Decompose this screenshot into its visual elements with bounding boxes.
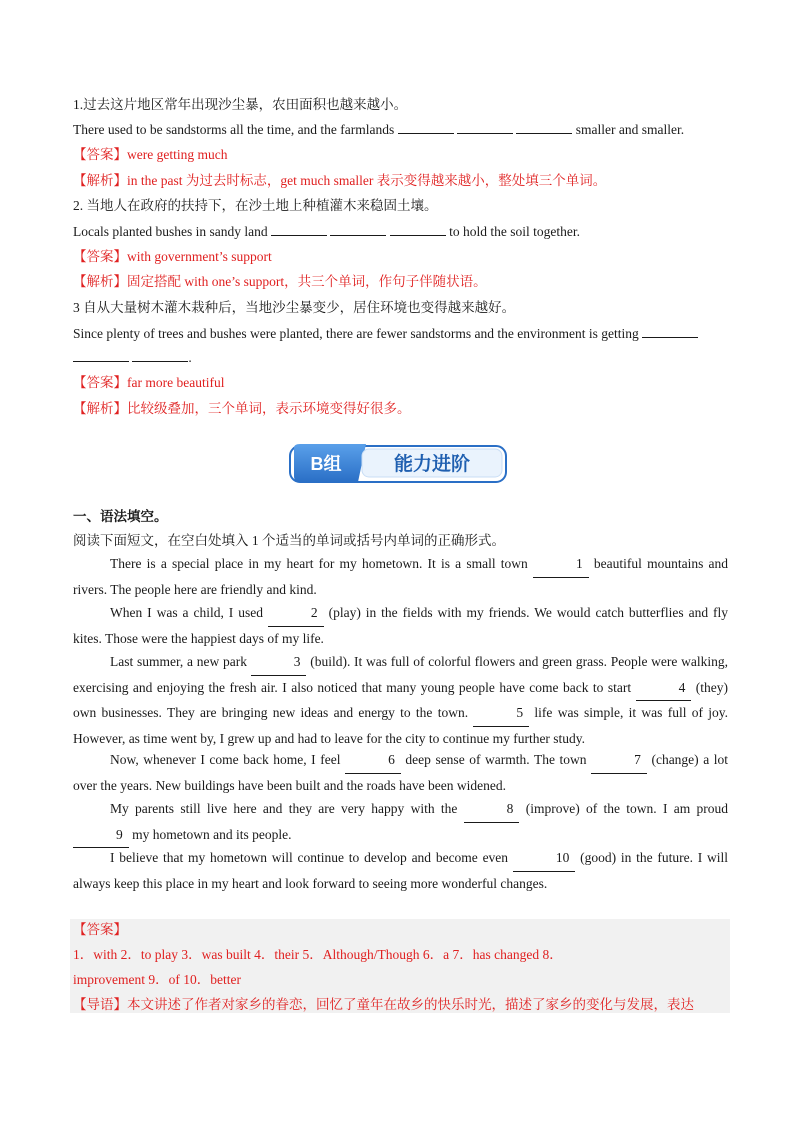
q3-answer	[73, 374, 224, 392]
passage-paragraph-5: My parents still live here and they are very happy with the 8 (improve) of the town. I am proud 9 my hometown and its people.	[73, 797, 728, 848]
q3-english-before: Since plenty of trees and bushes were planted, there are fewer sandstorms and the environment is getting	[73, 326, 639, 341]
q1-answer	[73, 146, 227, 164]
blank	[457, 121, 513, 134]
blank	[516, 121, 572, 134]
q2-english-after: to hold the soil together.	[449, 224, 580, 239]
q2-chinese: 2. 当地人在政府的扶持下，在沙土地上种植灌木来稳固土壤。	[73, 198, 438, 213]
analysis-tag: 【解析】	[73, 274, 127, 289]
section-instruction: 阅读下面短文，在空白处填入 1 个适当的单词或括号内单词的正确形式。	[73, 533, 505, 548]
group-b-badge	[288, 440, 510, 486]
analysis-text: in the past 为过去时标志，get much smaller 表示变得越来越小，整处填三个单词。	[127, 173, 607, 188]
blank-7: 7	[591, 748, 647, 774]
q3-english-end: .	[188, 350, 192, 365]
blank	[398, 121, 454, 134]
blank-6: 6	[345, 748, 401, 774]
blank-9: 9	[73, 823, 129, 849]
guide-text: 本文讲述了作者对家乡的眷恋，回忆了童年在故乡的快乐时光，描述了家乡的变化与发展，表达	[127, 997, 694, 1012]
q1-chinese: 1.过去这片地区常年出现沙尘暴，农田面积也越来越小。	[73, 97, 408, 112]
answer-tag: 【答案】	[73, 147, 127, 162]
blank-8: 8	[464, 797, 520, 823]
answer-text: were getting much	[127, 147, 228, 162]
blank	[642, 325, 698, 338]
answer-tag: 【答案】	[73, 375, 127, 390]
q1-english-after: smaller and smaller.	[575, 122, 685, 137]
q3-english-cont	[73, 349, 192, 367]
q2-analysis	[73, 273, 487, 291]
q1-analysis	[73, 172, 606, 190]
q2-english-before: Locals planted bushes in sandy land	[73, 224, 268, 239]
blank	[73, 349, 129, 362]
q1-english	[73, 121, 684, 139]
q3-english	[73, 325, 698, 343]
blank-5: 5	[473, 701, 529, 727]
answers-tag: 【答案】	[73, 922, 127, 937]
badge-title: 能力进阶	[393, 454, 471, 475]
analysis-text: 比较级叠加，三个单词，表示环境变得好很多。	[127, 401, 411, 416]
blank-4: 4	[636, 676, 692, 702]
analysis-tag: 【解析】	[73, 401, 127, 416]
answers-line-1: 1．with 2．to play 3．was built 4．their 5．Although/Though 6．a 7．has changed 8．	[73, 947, 563, 962]
answer-text: with government’s support	[127, 249, 272, 264]
guide-tag: 【导语】	[73, 997, 127, 1012]
passage-paragraph-2: When I was a child, I used 2 (play) in the fields with my friends. We would catch butterflies and fly kites. Those were the happiest days of my life.	[73, 601, 728, 651]
passage-paragraph-1: There is a special place in my heart for my hometown. It is a small town 1 beautiful mountains and rivers. The people here are friendly and kind.	[73, 552, 728, 602]
passage-paragraph-3: Last summer, a new park 3 (build). It was full of colorful flowers and green grass. People were walking, exercising and enjoying the fresh air. I also noticed that many young people have come back to start 4 (they) own businesses. They are bringing new ideas and energy to the town. 5 life was simple, it was full of joy. However, as time went by, I grew up and had to leave for the city to continue my further study.	[73, 650, 728, 751]
section-heading: 一、语法填空。	[73, 509, 168, 524]
guide-line	[73, 996, 694, 1014]
blank	[132, 349, 188, 362]
answer-text: far more beautiful	[127, 375, 225, 390]
q3-chinese: 3 自从大量树木灌木栽种后，当地沙尘暴变少，居住环境也变得越来越好。	[73, 300, 516, 315]
passage-paragraph-6: I believe that my hometown will continue to develop and become even 10 (good) in the future. I will always keep this place in my heart and look forward to seeing more wonderful changes.	[73, 846, 728, 896]
analysis-tag: 【解析】	[73, 173, 127, 188]
blank-1: 1	[533, 552, 589, 578]
passage-paragraph-4: Now, whenever I come back home, I feel 6 deep sense of warmth. The town 7 (change) a lot over the years. New buildings have been built and the roads have been widened.	[73, 748, 728, 798]
blank-2: 2	[268, 601, 324, 627]
blank	[330, 223, 386, 236]
q3-analysis	[73, 400, 411, 418]
blank-10: 10	[513, 846, 576, 872]
answer-tag: 【答案】	[73, 249, 127, 264]
blank-3: 3	[251, 650, 307, 676]
blank	[390, 223, 446, 236]
badge-group-label: B组	[310, 454, 342, 474]
answers-line-2: improvement 9．of 10．better	[73, 972, 241, 987]
q2-english	[73, 223, 580, 241]
blank	[271, 223, 327, 236]
q1-english-before: There used to be sandstorms all the time, and the farmlands	[73, 122, 395, 137]
q2-answer	[73, 248, 272, 266]
analysis-text: 固定搭配 with one’s support，共三个单词，作句子伴随状语。	[127, 274, 487, 289]
